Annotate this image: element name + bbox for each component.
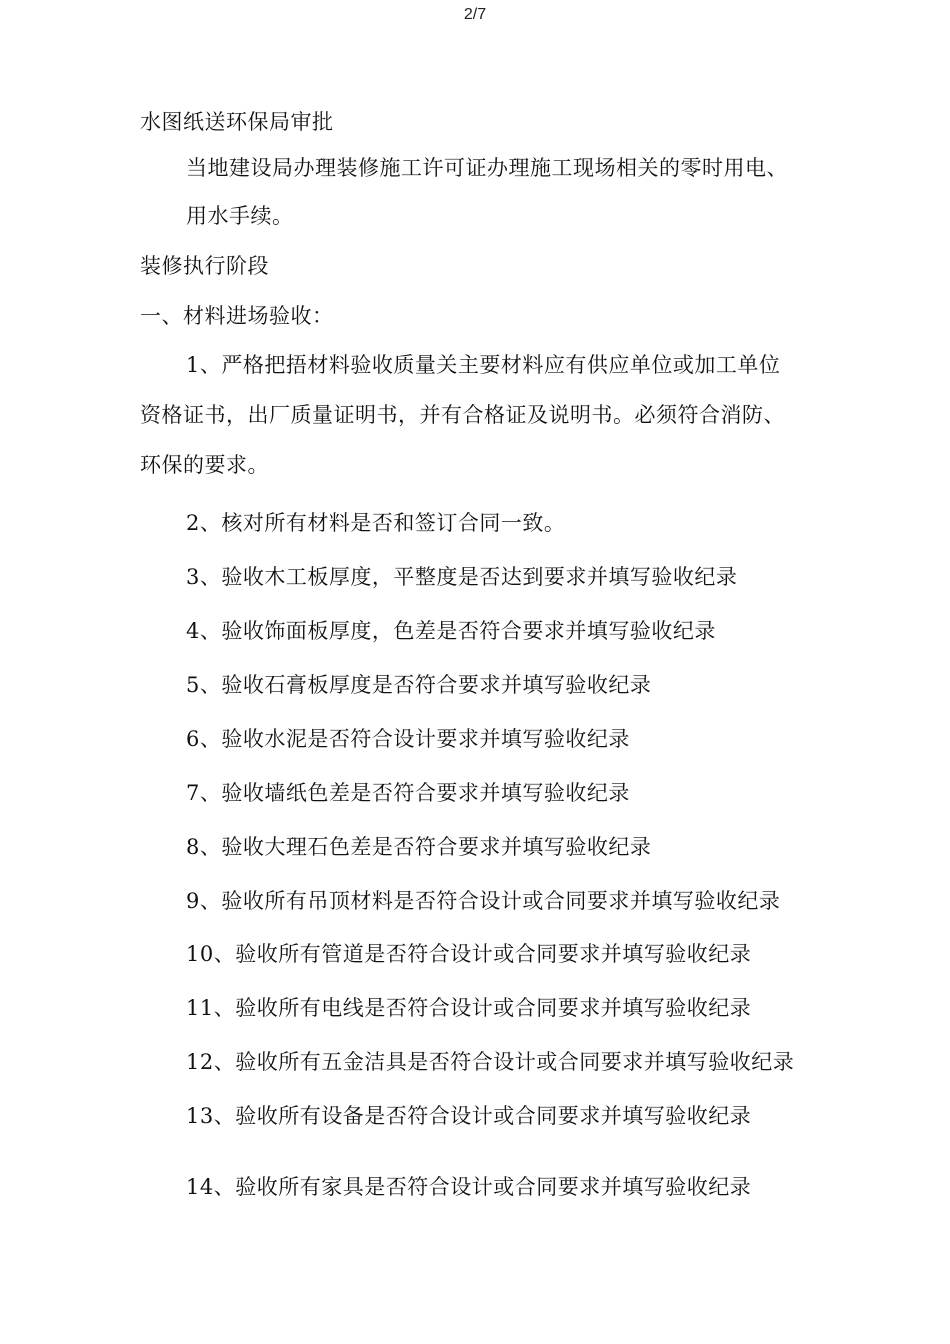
list-item: 8、验收大理石色差是否符合要求并填写验收纪录 [186, 835, 652, 859]
construction-permit-text-cont: 用水手续。 [186, 204, 294, 228]
subsection-heading: 一、材料进场验收： [140, 304, 334, 328]
list-item: 13、验收所有设备是否符合设计或合同要求并填写验收纪录 [186, 1104, 752, 1128]
list-item: 10、验收所有管道是否符合设计或合同要求并填写验收纪录 [186, 942, 752, 966]
list-item: 14、验收所有家具是否符合设计或合同要求并填写验收纪录 [186, 1175, 752, 1199]
list-item: 7、验收墙纸色差是否符合要求并填写验收纪录 [186, 781, 630, 805]
list-item: 9、验收所有吊顶材料是否符合设计或合同要求并填写验收纪录 [186, 889, 781, 913]
continuation-text: 水图纸送环保局审批 [140, 110, 334, 134]
section-heading: 装修执行阶段 [140, 254, 269, 278]
construction-permit-text: 当地建设局办理装修施工许可证办理施工现场相关的零时用电、 [186, 156, 788, 180]
page-number: 2/7 [463, 6, 487, 23]
list-item: 5、验收石膏板厚度是否符合要求并填写验收纪录 [186, 673, 652, 697]
list-item: 11、验收所有电线是否符合设计或合同要求并填写验收纪录 [186, 996, 752, 1020]
list-item: 6、验收水泥是否符合设计要求并填写验收纪录 [186, 727, 630, 751]
list-item: 3、验收木工板厚度，平整度是否达到要求并填写验收纪录 [186, 565, 738, 589]
item-1-line-3: 环保的要求。 [140, 453, 269, 477]
list-item: 2、核对所有材料是否和签订合同一致。 [186, 511, 566, 535]
item-1-line-2: 资格证书，出厂质量证明书，并有合格证及说明书。必须符合消防、 [140, 403, 785, 427]
list-item: 12、验收所有五金洁具是否符合设计或合同要求并填写验收纪录 [186, 1050, 795, 1074]
item-1-line-1: 1、严格把捂材料验收质量关主要材料应有供应单位或加工单位 [186, 353, 781, 377]
list-item: 4、验收饰面板厚度，色差是否符合要求并填写验收纪录 [186, 619, 716, 643]
